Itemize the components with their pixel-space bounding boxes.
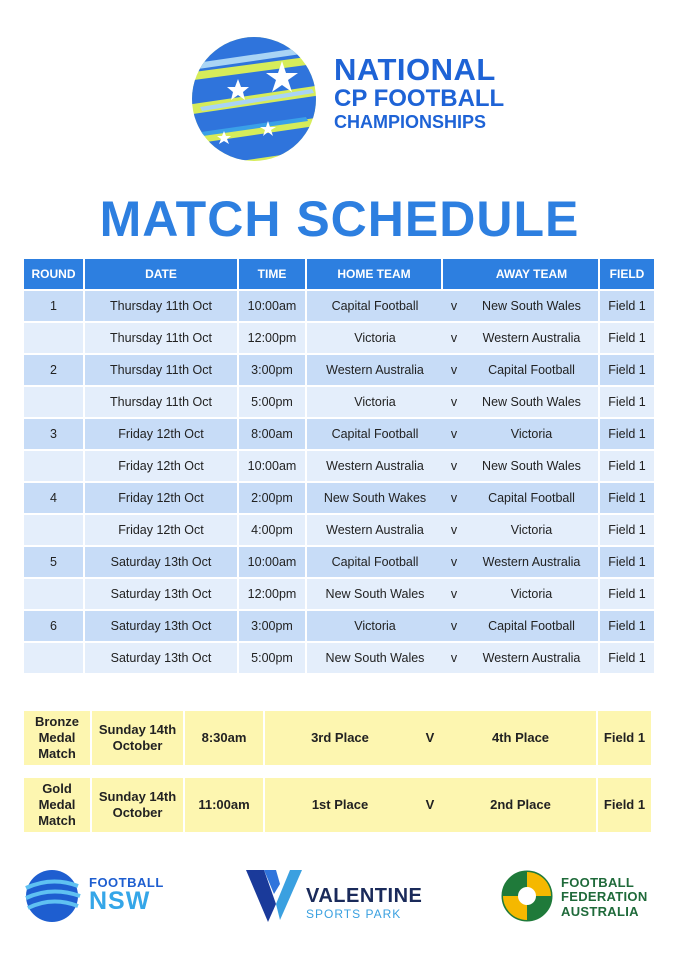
ffa-line-1: FOOTBALL <box>561 875 635 890</box>
final-time: 8:30am <box>185 711 265 765</box>
cell-time: 2:00pm <box>239 481 307 513</box>
nsw-line-football: FOOTBALL <box>89 875 164 890</box>
cell-versus: v <box>443 289 465 321</box>
cell-home: New South Wales <box>307 641 443 673</box>
cell-home: Capital Football <box>307 545 443 577</box>
table-row <box>24 641 654 673</box>
col-header-time: TIME <box>239 259 307 289</box>
cell-time: 8:00am <box>239 417 307 449</box>
col-header-field: FIELD <box>600 259 654 289</box>
final-date: Sunday 14th October <box>92 778 185 832</box>
final-versus: V <box>415 778 445 832</box>
cell-away: Victoria <box>465 513 600 545</box>
cell-time: 3:00pm <box>239 609 307 641</box>
cell-time: 3:00pm <box>239 353 307 385</box>
final-name: Bronze Medal Match <box>24 711 92 765</box>
cell-field: Field 1 <box>600 577 654 609</box>
final-date: Sunday 14th October <box>92 711 185 765</box>
cell-home: New South Wakes <box>307 481 443 513</box>
final-away: 2nd Place <box>445 778 598 832</box>
valentine-line-2: SPORTS PARK <box>306 907 402 921</box>
cell-away: New South Wales <box>465 289 600 321</box>
cell-away: Capital Football <box>465 481 600 513</box>
cell-home: Western Australia <box>307 513 443 545</box>
cell-date: Saturday 13th Oct <box>85 609 239 641</box>
bronze-medal-match-row <box>24 711 655 765</box>
cell-round: 4 <box>24 481 85 513</box>
final-versus: V <box>415 711 445 765</box>
table-row <box>24 353 654 385</box>
cell-field: Field 1 <box>600 289 654 321</box>
cell-round: 6 <box>24 609 85 641</box>
cell-versus: v <box>443 321 465 353</box>
cell-round <box>24 449 85 481</box>
cell-home: Victoria <box>307 321 443 353</box>
cell-versus: v <box>443 385 465 417</box>
cell-field: Field 1 <box>600 641 654 673</box>
table-row <box>24 609 654 641</box>
table-row <box>24 513 654 545</box>
cell-date: Thursday 11th Oct <box>85 321 239 353</box>
football-nsw-logo-icon <box>22 868 86 924</box>
table-row <box>24 385 654 417</box>
table-row <box>24 577 654 609</box>
cell-date: Friday 12th Oct <box>85 449 239 481</box>
cell-round: 5 <box>24 545 85 577</box>
cell-time: 4:00pm <box>239 513 307 545</box>
championship-wordmark <box>334 54 504 131</box>
cell-versus: v <box>443 417 465 449</box>
final-name: Gold Medal Match <box>24 778 92 832</box>
championship-ball-logo-icon <box>186 33 322 163</box>
header <box>0 0 679 180</box>
ffa-line-2: FEDERATION <box>561 889 648 905</box>
cell-date: Friday 12th Oct <box>85 417 239 449</box>
logo-line-cp-football: CP FOOTBALL <box>334 85 505 112</box>
cell-round: 1 <box>24 289 85 321</box>
football-nsw-wordmark <box>89 876 164 914</box>
table-row <box>24 417 654 449</box>
cell-field: Field 1 <box>600 609 654 641</box>
nsw-line-nsw: NSW <box>89 887 151 915</box>
valentine-v-logo-icon <box>246 870 302 922</box>
cell-away: Western Australia <box>465 545 600 577</box>
logo-line-championships: CHAMPIONSHIPS <box>334 112 487 132</box>
cell-home: Victoria <box>307 385 443 417</box>
cell-field: Field 1 <box>600 513 654 545</box>
cell-round <box>24 321 85 353</box>
valentine-line-1: VALENTINE <box>306 885 423 907</box>
cell-versus: v <box>443 545 465 577</box>
cell-versus: v <box>443 353 465 385</box>
table-row <box>24 481 654 513</box>
table-header-row <box>24 259 654 289</box>
cell-versus: v <box>443 641 465 673</box>
cell-field: Field 1 <box>600 385 654 417</box>
final-time: 11:00am <box>185 778 265 832</box>
col-header-date: DATE <box>85 259 239 289</box>
cell-away: Western Australia <box>465 641 600 673</box>
cell-home: Victoria <box>307 609 443 641</box>
final-field: Field 1 <box>598 711 651 765</box>
cell-away: New South Wales <box>465 449 600 481</box>
cell-home: Capital Football <box>307 289 443 321</box>
cell-away: Capital Football <box>465 609 600 641</box>
cell-time: 10:00am <box>239 449 307 481</box>
cell-field: Field 1 <box>600 321 654 353</box>
cell-away: New South Wales <box>465 385 600 417</box>
table-row <box>24 449 654 481</box>
cell-date: Friday 12th Oct <box>85 513 239 545</box>
table-row <box>24 545 654 577</box>
ffa-wordmark <box>561 876 648 919</box>
match-schedule-table <box>24 259 654 673</box>
cell-date: Saturday 13th Oct <box>85 545 239 577</box>
cell-field: Field 1 <box>600 417 654 449</box>
cell-field: Field 1 <box>600 545 654 577</box>
col-header-away-team: AWAY TEAM <box>465 259 600 289</box>
cell-time: 10:00am <box>239 289 307 321</box>
cell-time: 12:00pm <box>239 321 307 353</box>
cell-date: Friday 12th Oct <box>85 481 239 513</box>
cell-away: Victoria <box>465 417 600 449</box>
cell-away: Victoria <box>465 577 600 609</box>
cell-round <box>24 577 85 609</box>
cell-versus: v <box>443 481 465 513</box>
cell-home: Western Australia <box>307 353 443 385</box>
cell-field: Field 1 <box>600 449 654 481</box>
cell-round <box>24 513 85 545</box>
final-away: 4th Place <box>445 711 598 765</box>
cell-round <box>24 641 85 673</box>
cell-round: 3 <box>24 417 85 449</box>
cell-date: Saturday 13th Oct <box>85 641 239 673</box>
cell-versus: v <box>443 577 465 609</box>
col-header-round: ROUND <box>24 259 85 289</box>
cell-round: 2 <box>24 353 85 385</box>
table-row <box>24 321 654 353</box>
gold-medal-match-row <box>24 778 655 832</box>
cell-home: Western Australia <box>307 449 443 481</box>
col-header-home-team: HOME TEAM <box>307 259 443 289</box>
final-field: Field 1 <box>598 778 651 832</box>
cell-away: Capital Football <box>465 353 600 385</box>
ffa-line-3: AUSTRALIA <box>561 903 639 919</box>
ffa-crest-logo-icon <box>500 870 554 922</box>
cell-away: Western Australia <box>465 321 600 353</box>
cell-time: 12:00pm <box>239 577 307 609</box>
cell-field: Field 1 <box>600 353 654 385</box>
page-title: MATCH SCHEDULE <box>99 191 580 247</box>
final-home: 3rd Place <box>265 711 415 765</box>
cell-date: Thursday 11th Oct <box>85 353 239 385</box>
cell-time: 10:00am <box>239 545 307 577</box>
logo-line-national: NATIONAL <box>334 52 496 87</box>
cell-versus: v <box>443 513 465 545</box>
cell-versus: v <box>443 449 465 481</box>
cell-home: Capital Football <box>307 417 443 449</box>
cell-date: Thursday 11th Oct <box>85 385 239 417</box>
cell-round <box>24 385 85 417</box>
cell-date: Thursday 11th Oct <box>85 289 239 321</box>
cell-time: 5:00pm <box>239 641 307 673</box>
col-header-spacer <box>443 259 465 289</box>
cell-date: Saturday 13th Oct <box>85 577 239 609</box>
cell-field: Field 1 <box>600 481 654 513</box>
final-home: 1st Place <box>265 778 415 832</box>
cell-versus: v <box>443 609 465 641</box>
valentine-wordmark <box>306 886 422 920</box>
table-row <box>24 289 654 321</box>
cell-home: New South Wales <box>307 577 443 609</box>
cell-time: 5:00pm <box>239 385 307 417</box>
